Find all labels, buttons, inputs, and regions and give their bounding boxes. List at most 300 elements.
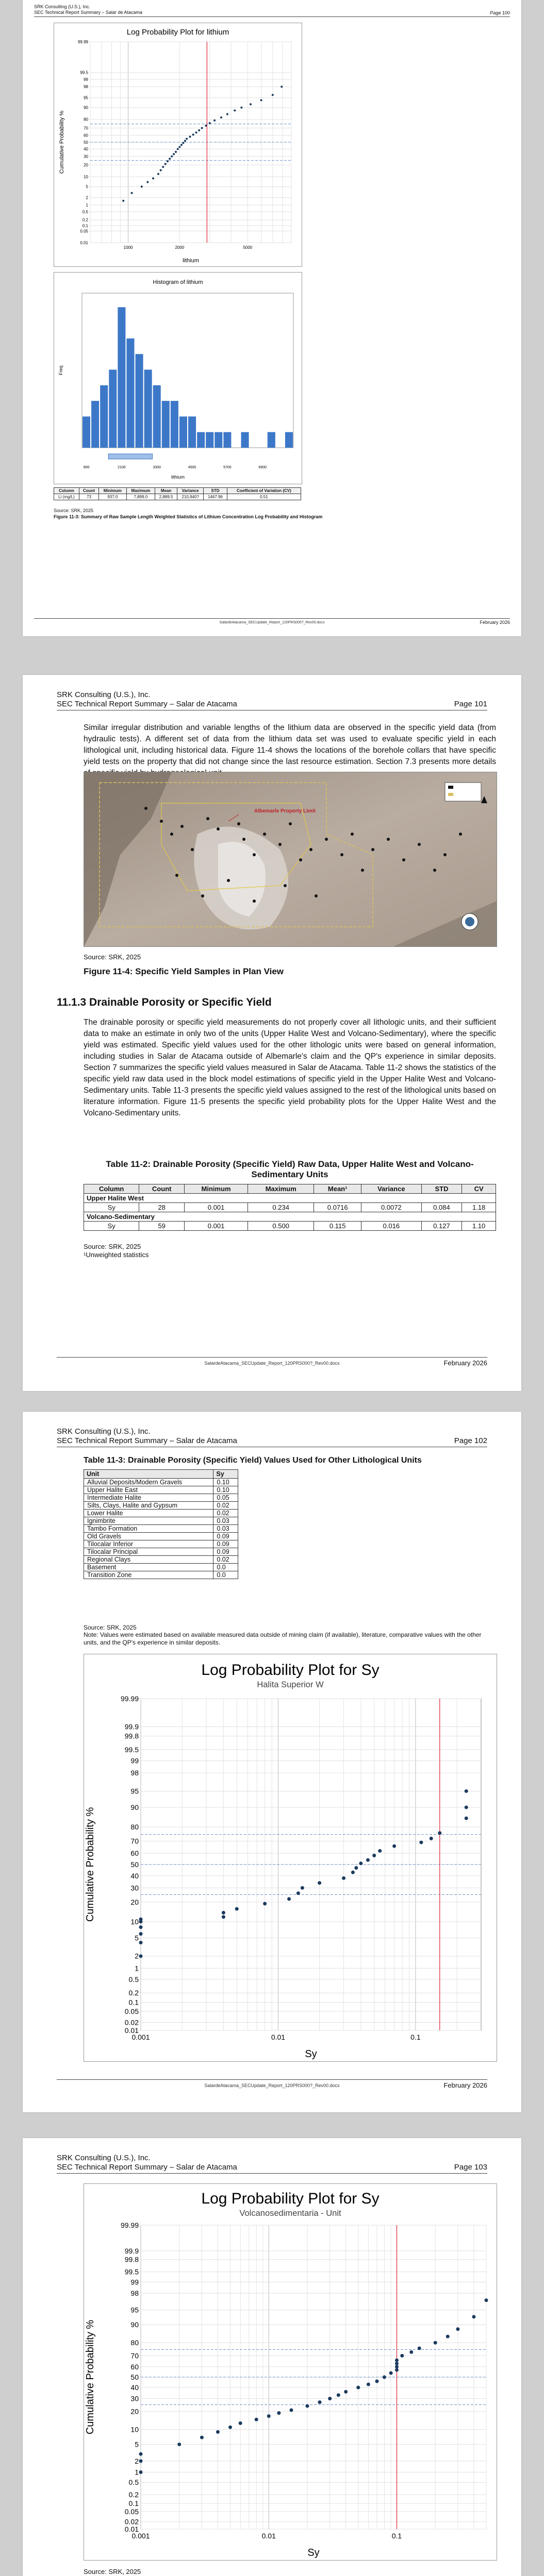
footer-rule: [34, 618, 510, 619]
table-group-row: [84, 1194, 496, 1203]
data-point: [131, 192, 133, 194]
data-point: [240, 107, 242, 109]
y-tick-label: 30: [130, 2394, 139, 2403]
x-tick-label: 5700: [223, 466, 232, 469]
header-report: SEC Technical Report Summary – Salar de Atacama: [34, 10, 142, 15]
y-tick-label: 90: [130, 2320, 139, 2329]
y-tick-label: 0.01: [124, 2026, 139, 2035]
table-row: [84, 1203, 496, 1212]
data-point: [184, 140, 186, 142]
data-point: [213, 120, 216, 122]
page-number: Page 101: [454, 700, 487, 708]
other-units-sy-table: [84, 1469, 238, 1579]
data-point: [351, 1871, 355, 1874]
data-point: [177, 148, 179, 150]
y-tick-label: 95: [130, 1787, 139, 1795]
borehole-collar-marker: [206, 817, 209, 820]
data-point: [305, 2404, 309, 2408]
data-point: [222, 1911, 225, 1914]
table-row: [84, 1540, 238, 1548]
sy-value-cell: 0.05: [213, 1494, 238, 1502]
x-tick-label: 0.1: [410, 2033, 421, 2041]
table-header-cell: Count: [139, 1184, 185, 1194]
y-tick-label: 20: [84, 162, 88, 167]
data-point: [141, 185, 143, 188]
data-point: [173, 153, 175, 155]
x-axis-label: Sy: [305, 2048, 317, 2060]
data-point: [152, 177, 154, 179]
data-point: [418, 2346, 421, 2350]
unit-name-cell: Tilocalar Principal: [84, 1548, 213, 1556]
y-tick-label: 90: [84, 105, 88, 110]
data-point: [226, 113, 228, 115]
data-point: [366, 1858, 370, 1862]
borehole-collar-marker: [402, 858, 405, 861]
borehole-collar-marker: [217, 827, 220, 831]
unit-name-cell: Upper Halite East: [84, 1486, 213, 1494]
unit-name-cell: Alluvial Deposits/Modern Gravels: [84, 1479, 213, 1486]
figure-source: Source: SRK, 2025: [54, 508, 94, 513]
data-point: [446, 2335, 450, 2338]
y-tick-label: 80: [84, 117, 88, 122]
data-point: [392, 1844, 396, 1848]
data-point: [200, 2436, 204, 2439]
sy-value-cell: 0.0: [213, 1564, 238, 1571]
x-axis-label: Sy: [307, 2547, 320, 2558]
stats-header-cell: Variance: [177, 488, 204, 494]
y-tick-label: 0.02: [124, 2018, 139, 2027]
y-tick-label: 5: [86, 184, 88, 190]
data-point: [277, 2411, 281, 2415]
stats-cell: 7,899.0: [126, 494, 155, 500]
y-axis-label: Cumulative Probability %: [85, 2319, 96, 2435]
table-cell: 0.127: [421, 1222, 462, 1231]
header-report: SEC Technical Report Summary – Salar de Atacama: [57, 700, 237, 708]
histogram-bar: [241, 432, 249, 448]
data-point: [354, 1866, 358, 1870]
y-tick-label: 20: [130, 2407, 139, 2416]
table-cell: Sy: [84, 1222, 139, 1231]
data-point: [139, 1954, 143, 1958]
data-point: [182, 142, 184, 144]
aerial-map-svg: [84, 772, 497, 946]
table-cell: 0.0072: [361, 1203, 422, 1212]
footer-rule: [57, 2079, 487, 2080]
unit-name-cell: Tilocalar Inferior: [84, 1540, 213, 1548]
data-point: [272, 94, 274, 96]
footer-filename: SalardeAtacama_SECUpdate_Report_120PRS000?_Rev00.docx: [204, 2083, 340, 2088]
table-source: Source: SRK, 2025: [84, 1243, 141, 1250]
x-tick-label: 6900: [258, 466, 267, 469]
data-point: [409, 2350, 413, 2354]
table-cell: 0.115: [314, 1222, 361, 1231]
borehole-collar-marker: [433, 869, 436, 872]
data-point: [395, 2368, 399, 2372]
borehole-collar-marker: [175, 874, 178, 877]
table-header-row: [84, 1470, 238, 1479]
data-point: [318, 1881, 321, 1885]
histogram-bar: [91, 401, 99, 448]
histogram-bar: [215, 432, 222, 448]
table-row: [84, 1486, 238, 1494]
table-cell: 0.084: [421, 1203, 462, 1212]
y-tick-label: 99.8: [124, 1732, 139, 1740]
page-number: Page 102: [454, 1436, 487, 1445]
chart-title: Log Probability Plot for Sy: [201, 1662, 380, 1679]
data-point: [301, 1886, 304, 1890]
data-point: [250, 103, 252, 105]
borehole-collar-marker: [180, 825, 184, 828]
borehole-collar-marker: [289, 822, 292, 825]
stats-cell: 210,940?: [177, 494, 204, 500]
y-tick-label: 0.5: [128, 1975, 139, 1984]
histogram-bar: [223, 432, 231, 448]
table-header-cell: Unit: [84, 1470, 213, 1479]
y-tick-label: 1: [135, 1964, 139, 1973]
table-cell: 0.001: [185, 1222, 248, 1231]
header-company: SRK Consulting (U.S.), Inc.: [57, 690, 151, 699]
histogram-bar: [136, 354, 143, 448]
footer-date: February 2026: [443, 2081, 487, 2089]
data-point: [139, 2459, 143, 2463]
map-inset-marker: [465, 917, 474, 926]
y-tick-label: 70: [84, 126, 88, 131]
histogram-bar: [179, 416, 187, 448]
figure-source: Source: SRK, 2025: [84, 953, 141, 961]
y-tick-label: 0.02: [124, 2517, 139, 2526]
data-point: [180, 144, 183, 146]
stats-data-row: [54, 494, 301, 500]
borehole-collar-marker: [351, 833, 354, 836]
histogram-bar: [109, 369, 117, 448]
borehole-collar-marker: [227, 879, 230, 882]
histogram-bar: [126, 338, 134, 448]
y-tick-label: 99.8: [124, 2255, 139, 2264]
borehole-collar-marker: [253, 900, 256, 903]
sy-value-cell: 0.10: [213, 1486, 238, 1494]
unit-name-cell: Basement: [84, 1564, 213, 1571]
data-point: [372, 1854, 376, 1857]
x-axis-label: lithium: [183, 258, 199, 264]
y-tick-label: 2: [86, 195, 88, 200]
data-point: [434, 2341, 437, 2345]
data-point: [400, 2354, 404, 2358]
group-label-volcano-sedimentary: Volcano-Sedimentary: [84, 1212, 496, 1222]
histogram-bar: [100, 385, 108, 448]
section-body: The drainable porosity or specific yield measurements do not properly cover all lithologic units, and their sufficient data to make an estimate in only two of the units (Upper Halite West and Volcano-Sedimentary), where the specific yield was estimated. Specific yield values used for the other lithologic units were based on general information, including studies in Salar de Atacama outside of Albemarle's claim and the QP's experience in similar deposits. Section 7 summarizes the specific yield values measured in Salar de Atacama. Table 11-2 shows the statistics of the specific yield raw data used in the block model estimations of specific yield in the Upper Halite West and Volcano-Sedimentary units. Table 11-3 presents the specific yield values assigned to the rest of the lithological units based on literature information. Figure 11-5 presents the specific yield probability plots for the Upper Halite West and the Volcano-Sedimentary units.: [84, 1018, 496, 1117]
data-point: [485, 2298, 488, 2302]
x-axis-label: lithium: [171, 474, 185, 480]
y-tick-label: 99.5: [124, 2267, 139, 2276]
y-tick-label: 50: [130, 2372, 139, 2381]
table-header-cell: CV: [462, 1184, 496, 1194]
unit-name-cell: Regional Clays: [84, 1556, 213, 1564]
table-header-row: [84, 1184, 496, 1194]
sy-probability-svg-upper-halite-west: [84, 1654, 497, 2061]
y-tick-label: 5: [135, 1934, 139, 1942]
borehole-collar-marker: [242, 838, 245, 841]
x-tick-label: 2000: [175, 245, 185, 250]
data-point: [465, 1806, 468, 1809]
y-tick-label: 99.9: [124, 1722, 139, 1731]
page-number: Page 100: [490, 10, 510, 15]
y-tick-label: 60: [84, 133, 88, 138]
y-tick-label: 80: [130, 1823, 139, 1832]
data-point: [169, 158, 171, 160]
data-point: [395, 2362, 399, 2365]
stats-header-cell: Maximum: [126, 488, 155, 494]
table-header-cell: Mean¹: [314, 1184, 361, 1194]
lithium-log-probability-chart: [54, 23, 302, 267]
data-point: [359, 1861, 362, 1865]
specific-yield-raw-table: [84, 1184, 496, 1231]
data-point: [146, 181, 149, 183]
data-point: [171, 155, 173, 157]
stats-header-cell: Column: [54, 488, 79, 494]
data-point: [465, 1789, 468, 1793]
table-header-cell: STD: [421, 1184, 462, 1194]
x-tick-label: 0.001: [131, 2532, 150, 2540]
stats-header-cell: Count: [79, 488, 98, 494]
table-row: [84, 1564, 238, 1571]
borehole-collar-marker: [315, 894, 318, 897]
header-company: SRK Consulting (U.S.), Inc.: [57, 2154, 151, 2162]
data-point: [235, 1907, 239, 1911]
borehole-collar-marker: [237, 822, 240, 825]
table-cell: 0.500: [248, 1222, 314, 1231]
histogram-bar: [206, 432, 213, 448]
unit-name-cell: Old Gravels: [84, 1533, 213, 1540]
histogram-bar: [171, 401, 178, 448]
data-point: [281, 86, 283, 88]
data-point: [337, 2393, 340, 2397]
header-report: SEC Technical Report Summary – Salar de Atacama: [57, 1436, 237, 1445]
y-tick-label: 95: [84, 95, 88, 100]
y-tick-label: 10: [130, 1917, 139, 1926]
y-tick-label: 90: [130, 1803, 139, 1811]
data-point: [139, 1941, 143, 1944]
y-tick-label: 0.1: [128, 2499, 139, 2508]
data-point: [139, 2452, 143, 2456]
data-point: [167, 160, 169, 162]
histogram-bar: [197, 432, 205, 448]
borehole-collar-marker: [263, 833, 266, 836]
data-point: [162, 166, 164, 168]
y-tick-label: 0.05: [124, 2507, 139, 2516]
histogram-bar: [268, 432, 275, 448]
y-tick-label: 98: [130, 1769, 139, 1777]
data-point: [186, 138, 188, 140]
chart-title: Histogram of lithium: [153, 279, 203, 285]
lithium-histogram-svg: [54, 273, 302, 484]
data-point: [178, 146, 180, 148]
table-note: ¹Unweighted statistics: [84, 1251, 149, 1259]
y-tick-label: 10: [84, 174, 88, 179]
table-header-cell: Column: [84, 1184, 139, 1194]
stats-cell: 1467.96: [204, 494, 227, 500]
y-tick-label: 99: [130, 2278, 139, 2286]
page-header: [57, 690, 237, 709]
unit-name-cell: Silts, Clays, Halite and Gypsum: [84, 1502, 213, 1510]
histogram-bar: [118, 307, 125, 448]
histogram-bar: [285, 432, 293, 448]
table-row: [84, 1525, 238, 1533]
y-tick-label: 0.01: [124, 2524, 139, 2533]
borehole-collar-marker: [443, 853, 447, 856]
y-tick-label: 98: [130, 2289, 139, 2297]
x-tick-label: 0.001: [131, 2033, 150, 2041]
stats-cell: 73: [79, 494, 98, 500]
table-row: [84, 1502, 238, 1510]
y-tick-label: 30: [130, 1884, 139, 1892]
stats-header-cell: Mean: [155, 488, 177, 494]
unit-name-cell: Ignimbrite: [84, 1517, 213, 1525]
map-legend-box: [445, 783, 481, 801]
y-tick-label: 1: [86, 202, 88, 208]
figure-source: Source: SRK, 2025: [84, 2568, 141, 2575]
data-point: [419, 1841, 423, 1844]
y-tick-label: 40: [84, 147, 88, 152]
data-point: [189, 135, 191, 138]
data-point: [195, 131, 197, 133]
borehole-collar-marker: [340, 853, 343, 856]
table-cell: 59: [139, 1222, 185, 1231]
borehole-collar-marker: [418, 843, 421, 846]
footer-rule: [57, 1357, 487, 1358]
header-rule: [34, 16, 510, 17]
page-header: [34, 4, 142, 15]
report-page-101: [23, 675, 521, 1391]
sy-value-cell: 0.02: [213, 1502, 238, 1510]
table-cell: 0.234: [248, 1203, 314, 1212]
y-tick-label: 80: [130, 2338, 139, 2347]
data-point: [472, 2315, 475, 2318]
x-tick-label: 0.01: [271, 2033, 286, 2041]
borehole-collar-marker: [325, 838, 328, 841]
data-point: [438, 1831, 441, 1835]
data-point: [260, 99, 262, 101]
data-point: [198, 129, 200, 131]
table-header-cell: Minimum: [185, 1184, 248, 1194]
table-group-row: [84, 1212, 496, 1222]
report-page-100: [23, 0, 521, 636]
sy-value-cell: 0.09: [213, 1548, 238, 1556]
y-tick-label: 0.01: [80, 240, 88, 245]
data-point: [289, 2408, 293, 2412]
x-tick-label: 900: [83, 466, 90, 469]
table-note: Note: Values were estimated based on available measured data outside of mining claim (if available), literature, comparative values with the other units, and the QP's experience in similar deposits.: [84, 1631, 482, 1646]
data-point: [389, 2371, 393, 2375]
y-tick-label: 0.2: [82, 217, 88, 223]
data-point: [234, 109, 236, 111]
header-rule: [57, 2173, 487, 2174]
stats-cell: Li (mg/L): [54, 494, 79, 500]
y-tick-label: 0.5: [128, 2478, 139, 2487]
y-tick-label: 99.5: [80, 70, 88, 75]
y-tick-label: 98: [84, 84, 88, 90]
data-point: [395, 2365, 399, 2368]
x-tick-label: 2100: [118, 466, 126, 469]
y-axis-label: Cumulative Probability %: [59, 110, 65, 174]
sy-value-cell: 0.10: [213, 1479, 238, 1486]
histogram-bar: [162, 401, 170, 448]
unit-name-cell: Tambo Formation: [84, 1525, 213, 1533]
y-tick-label: 99.99: [120, 1694, 139, 1703]
y-tick-label: 99.5: [124, 1745, 139, 1754]
data-point: [122, 200, 124, 202]
borehole-collar-marker: [170, 833, 173, 836]
data-point: [192, 133, 194, 135]
y-tick-label: 99: [130, 1756, 139, 1765]
borehole-collar-marker: [459, 833, 462, 836]
y-tick-label: 1: [135, 2468, 139, 2477]
y-tick-label: 60: [130, 2362, 139, 2371]
borehole-collar-marker: [278, 843, 282, 846]
data-point: [342, 1876, 345, 1880]
data-point: [296, 1891, 300, 1895]
table-title: Table 11-2: Drainable Porosity (Specific Yield) Raw Data, Upper Halite West and Volcano-Sedimentary Units: [106, 1159, 474, 1179]
data-point: [456, 2327, 459, 2331]
table-row: [84, 1494, 238, 1502]
table-row: [84, 1556, 238, 1564]
chart-subtitle: Halita Superior W: [257, 1680, 324, 1689]
chart-title: Log Probability Plot for lithium: [126, 28, 229, 37]
y-tick-label: 0.05: [80, 229, 88, 234]
histogram-bar: [144, 369, 152, 448]
y-tick-label: 0.2: [128, 2490, 139, 2499]
data-point: [239, 2421, 242, 2425]
intro-paragraph: Similar irregular distribution and variable lengths of the lithium data are observed in the specific yield data (from hydraulic tests). A different set of data from the lithium data set was used to evaluate specific yield in each lithological unit, including historical data. Figure 11-4 shows the locations of the borehole collars that have specific yield tests on the property that did not change since the last resource estimation. Section 7.3 presents more details: [84, 723, 496, 766]
borehole-collar-marker: [284, 884, 287, 887]
data-point: [201, 127, 203, 129]
data-point: [328, 2397, 332, 2400]
data-point: [395, 2359, 399, 2362]
y-tick-label: 40: [130, 1871, 139, 1880]
x-tick-label: 1000: [123, 245, 133, 250]
data-point: [216, 2430, 220, 2434]
sy-value-cell: 0.02: [213, 1510, 238, 1517]
table-row: [84, 1548, 238, 1556]
table-cell: 28: [139, 1203, 185, 1212]
header-company: SRK Consulting (U.S.), Inc.: [34, 4, 91, 9]
box-plot-strip: [108, 454, 152, 459]
y-tick-label: 99.99: [77, 39, 88, 44]
histogram-bar: [83, 416, 90, 448]
unit-name-cell: Intermediate Halite: [84, 1494, 213, 1502]
table-cell: 1.10: [462, 1222, 496, 1231]
x-tick-label: 4500: [188, 466, 196, 469]
borehole-collar-marker: [201, 894, 204, 897]
stats-cell: 937.0: [99, 494, 126, 500]
y-tick-label: 70: [130, 2351, 139, 2360]
stats-header-cell: Minimum: [99, 488, 126, 494]
unit-name-cell: Lower Halite: [84, 1510, 213, 1517]
borehole-collar-marker: [371, 848, 374, 851]
table-cell: 0.0716: [314, 1203, 361, 1212]
x-tick-label: 0.01: [261, 2532, 276, 2540]
borehole-collar-marker: [160, 820, 163, 823]
y-tick-label: 2: [135, 2456, 139, 2465]
table-source: Source: SRK, 2025: [84, 1624, 137, 1631]
table-cell: 0.016: [361, 1222, 422, 1231]
data-point: [383, 2376, 386, 2379]
sy-value-cell: 0.09: [213, 1540, 238, 1548]
data-point: [209, 122, 211, 124]
map-legend-label: Albemarle Property Limit: [254, 808, 316, 814]
borehole-collar-marker: [299, 858, 302, 861]
data-point: [220, 116, 222, 118]
footer-filename: SalardeAtacama_SECUpdate_Report_120PRS000?_Rev00.docx: [219, 621, 325, 624]
